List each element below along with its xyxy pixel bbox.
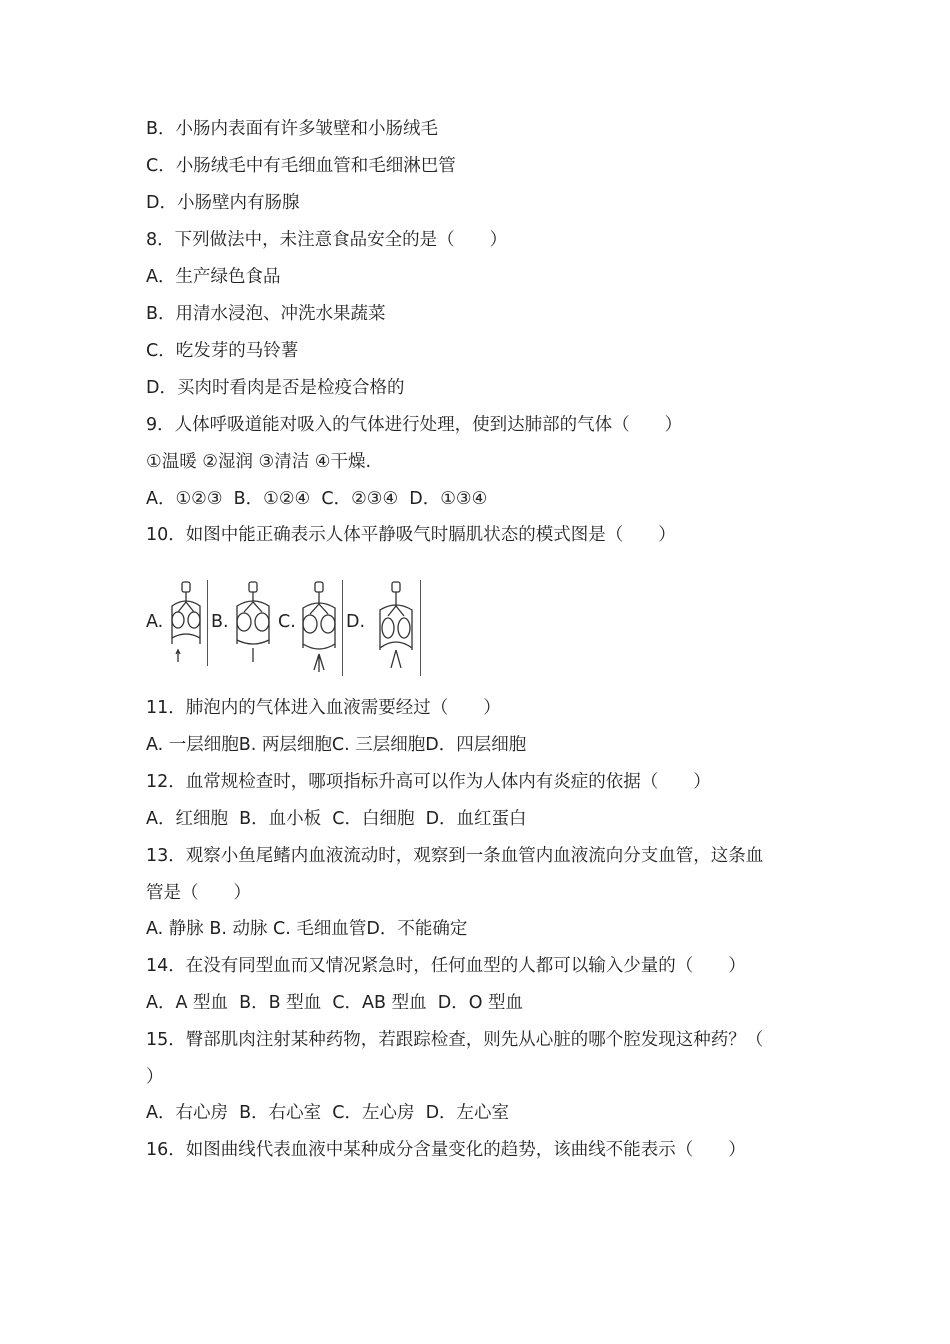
text-line: A. 一层细胞B. 两层细胞C. 三层细胞D．四层细胞 — [146, 735, 527, 755]
text-line: A．A 型血 B．B 型血 C．AB 型血 D．O 型血 — [146, 993, 524, 1013]
figure-a-diagram — [166, 578, 206, 666]
figure-divider — [207, 580, 208, 666]
text-line: A．右心房 B．右心室 C．左心房 D．左心室 — [146, 1103, 510, 1123]
figure-label-b: B. — [211, 612, 229, 632]
figure-d-diagram — [374, 578, 418, 676]
question-15: 15．臀部肌肉注射某种药物，若跟踪检查，则先从心脏的哪个腔发现这种药？（ — [146, 1030, 764, 1050]
text-line: A. 静脉 B. 动脉 C. 毛细血管D．不能确定 — [146, 919, 468, 939]
figure-label-c: C. — [278, 612, 296, 632]
text-line: A．红细胞 B．血小板 C．白细胞 D．血红蛋白 — [146, 809, 527, 829]
text-line: D．买肉时看肉是否是检疫合格的 — [146, 378, 405, 398]
figure-c-diagram — [298, 578, 340, 676]
figure-label-d: D. — [346, 612, 366, 632]
question-16: 16．如图曲线代表血液中某种成分含量变化的趋势，该曲线不能表示（ ） — [146, 1140, 746, 1160]
figure-b-diagram — [231, 578, 275, 666]
text-line: ①温暖 ②湿润 ③清洁 ④干燥. — [146, 452, 372, 472]
figure-divider — [342, 580, 343, 676]
text-line: D．小肠壁内有肠腺 — [146, 193, 300, 213]
question-10: 10．如图中能正确表示人体平静吸气时膈肌状态的模式图是（ ） — [146, 525, 676, 545]
text-line: ） — [146, 1067, 164, 1087]
text-line: B．用清水浸泡、冲洗水果蔬菜 — [146, 304, 386, 324]
text-line: A．①②③ B．①②④ C．②③④ D．①③④ — [146, 489, 488, 509]
diaphragm-figures — [146, 578, 446, 678]
text-line: C．小肠绒毛中有毛细血管和毛细淋巴管 — [146, 156, 456, 176]
question-14: 14．在没有同型血而又情况紧急时，任何血型的人都可以输入少量的（ ） — [146, 956, 746, 976]
question-13: 13．观察小鱼尾鳍内血液流动时，观察到一条血管内血液流向分支血管，这条血 — [146, 846, 764, 866]
text-line: A．生产绿色食品 — [146, 267, 281, 287]
figure-divider — [420, 580, 421, 676]
question-9: 9．人体呼吸道能对吸入的气体进行处理，使到达肺部的气体（ ） — [146, 415, 683, 435]
text-line: B．小肠内表面有许多皱壁和小肠绒毛 — [146, 119, 439, 139]
question-8: 8．下列做法中，未注意食品安全的是（ ） — [146, 230, 508, 250]
text-line: C．吃发芽的马铃薯 — [146, 341, 299, 361]
question-12: 12．血常规检查时，哪项指标升高可以作为人体内有炎症的依据（ ） — [146, 772, 711, 792]
question-11: 11．肺泡内的气体进入血液需要经过（ ） — [146, 698, 501, 718]
text-line: 管是（ ） — [146, 883, 251, 903]
figure-label-a: A. — [146, 612, 164, 632]
